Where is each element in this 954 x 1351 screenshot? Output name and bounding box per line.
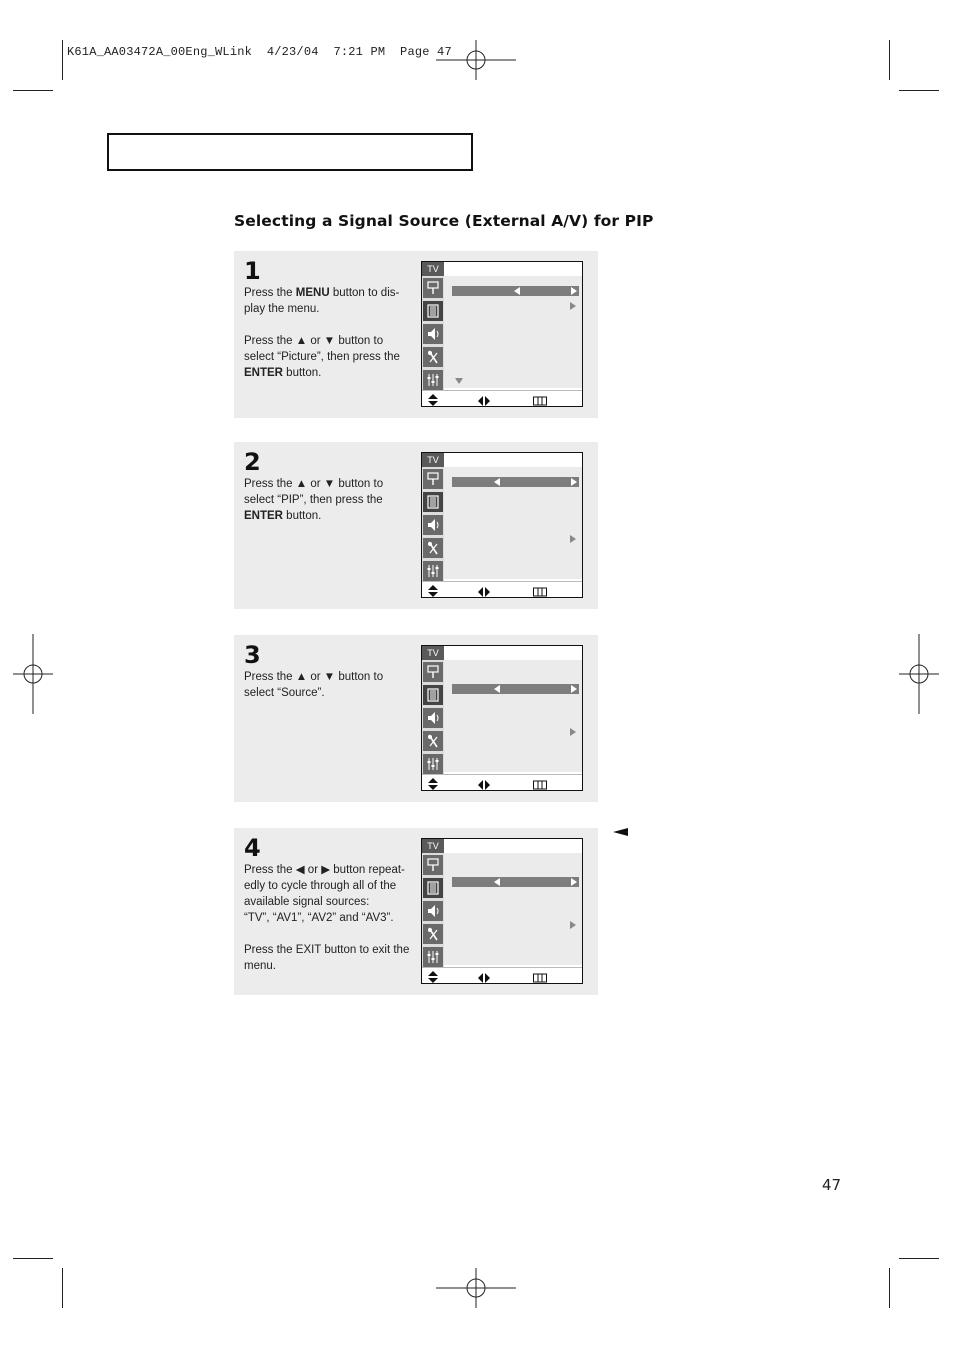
menu-footer [422,581,582,597]
right-arrow-icon [571,878,577,886]
instruction-line [244,685,412,701]
instruction-text: menu. [244,960,276,972]
picture-icon [423,878,443,898]
setup-icon [423,754,443,774]
left-arrow-icon [494,878,500,886]
instruction-text: “TV”, “AV1”, “AV2” and “AV3”. [244,912,394,924]
step-panel-1 [234,251,598,418]
button-name: ENTER [244,510,283,522]
left-arrow-icon [514,287,520,295]
move-icon [428,970,438,984]
instruction-line [244,669,412,685]
tv-tab-label: TV [422,453,444,467]
sound-icon [423,324,443,344]
sound-icon [423,901,443,921]
osd-menu-screen [421,261,583,407]
instruction-text: edly to cycle through all of the [244,880,397,892]
return-icon [533,970,547,984]
instruction-text: Press the ◀ or ▶ button repeat- [244,864,405,876]
setup-icon [423,947,443,967]
move-icon [428,393,438,407]
input-icon [423,662,443,682]
button-name: ENTER [244,367,283,379]
step-panel-4 [234,828,598,995]
printer-slug: K61A_AA03472A_00Eng_WLink 4/23/04 7:21 PM Page 47 [67,45,452,59]
submenu-arrow-icon [570,728,576,736]
more-down-arrow-icon [455,378,463,384]
crop-mark [889,1268,890,1308]
channel-icon [423,538,443,558]
instruction-line [244,862,412,878]
registration-mark-left [13,634,53,714]
step-number: 3 [244,641,261,669]
registration-mark-top [436,40,516,80]
instruction-line [244,285,412,301]
menu-footer [422,390,582,406]
instruction-text: Press the ▲ or ▼ button to [244,335,384,347]
menu-panel [444,853,582,965]
instruction-text: play the menu. [244,303,320,315]
setup-icon [423,370,443,390]
sound-icon [423,708,443,728]
instruction-text: Press the ▲ or ▼ button to [244,478,384,490]
crop-mark [899,1258,939,1259]
step-panel-3 [234,635,598,802]
left-arrow-marker-icon [613,828,628,836]
osd-menu-screen [421,838,583,984]
left-arrow-icon [494,478,500,486]
step-instructions [244,862,412,974]
submenu-arrow-icon [570,921,576,929]
selected-row-highlight [452,684,579,694]
channel-icon [423,731,443,751]
picture-icon [423,301,443,321]
instruction-text: select “Picture”, then press the [244,351,400,363]
instruction-line [244,365,412,381]
tv-tab-label: TV [422,646,444,660]
instruction-line [244,333,412,349]
step-instructions [244,285,412,381]
channel-icon [423,347,443,367]
step-panel-2 [234,442,598,609]
selected-row-highlight [452,477,579,487]
crop-mark [899,90,939,91]
instruction-line [244,476,412,492]
tv-tab-label: TV [422,839,444,853]
instruction-line [244,508,412,524]
right-arrow-icon [571,478,577,486]
instruction-text: Press the [244,287,296,299]
sound-icon [423,515,443,535]
instruction-line [244,349,412,365]
instruction-text: button. [282,510,322,522]
instruction-line [244,958,412,974]
move-icon [428,584,438,598]
osd-menu-screen [421,452,583,598]
submenu-arrow-icon [570,535,576,543]
adjust-icon [478,584,490,598]
instruction-line [244,317,412,333]
step-number: 2 [244,448,261,476]
right-arrow-icon [571,287,577,295]
instruction-line [244,894,412,910]
step-number: 1 [244,257,261,285]
adjust-icon [478,393,490,407]
instruction-line [244,878,412,894]
registration-mark-right [899,634,939,714]
instruction-text: button to dis- [329,287,400,299]
instruction-text: button. [282,367,322,379]
input-icon [423,469,443,489]
return-icon [533,777,547,791]
instruction-line [244,910,412,926]
instruction-text: Press the EXIT button to exit the [244,944,410,956]
step-instructions [244,669,412,701]
submenu-arrow-icon [570,302,576,310]
setup-icon [423,561,443,581]
crop-mark [13,1258,53,1259]
crop-mark [62,40,63,80]
instruction-text: select “Source”. [244,687,325,699]
instruction-text: Press the ▲ or ▼ button to [244,671,384,683]
registration-mark-bottom [436,1268,516,1308]
crop-mark [13,90,53,91]
instruction-line [244,301,412,317]
left-arrow-icon [494,685,500,693]
menu-footer [422,774,582,790]
channel-icon [423,924,443,944]
instruction-line [244,492,412,508]
step-instructions [244,476,412,524]
instruction-line [244,926,412,942]
instruction-text: select “PIP”, then press the [244,494,383,506]
button-name: MENU [295,287,330,299]
instruction-line [244,942,412,958]
return-icon [533,584,547,598]
chapter-header-box [107,133,473,171]
input-icon [423,278,443,298]
tv-tab-label: TV [422,262,444,276]
adjust-icon [478,970,490,984]
instruction-text: available signal sources: [244,896,370,908]
picture-icon [423,492,443,512]
move-icon [428,777,438,791]
page-number: 47 [822,1176,842,1194]
picture-icon [423,685,443,705]
osd-menu-screen [421,645,583,791]
step-number: 4 [244,834,261,862]
return-icon [533,393,547,407]
input-icon [423,855,443,875]
crop-mark [62,1268,63,1308]
menu-footer [422,967,582,983]
adjust-icon [478,777,490,791]
right-arrow-icon [571,685,577,693]
crop-mark [889,40,890,80]
selected-row-highlight [452,877,579,887]
section-title: Selecting a Signal Source (External A/V) for PIP [234,212,654,230]
menu-panel [444,660,582,772]
